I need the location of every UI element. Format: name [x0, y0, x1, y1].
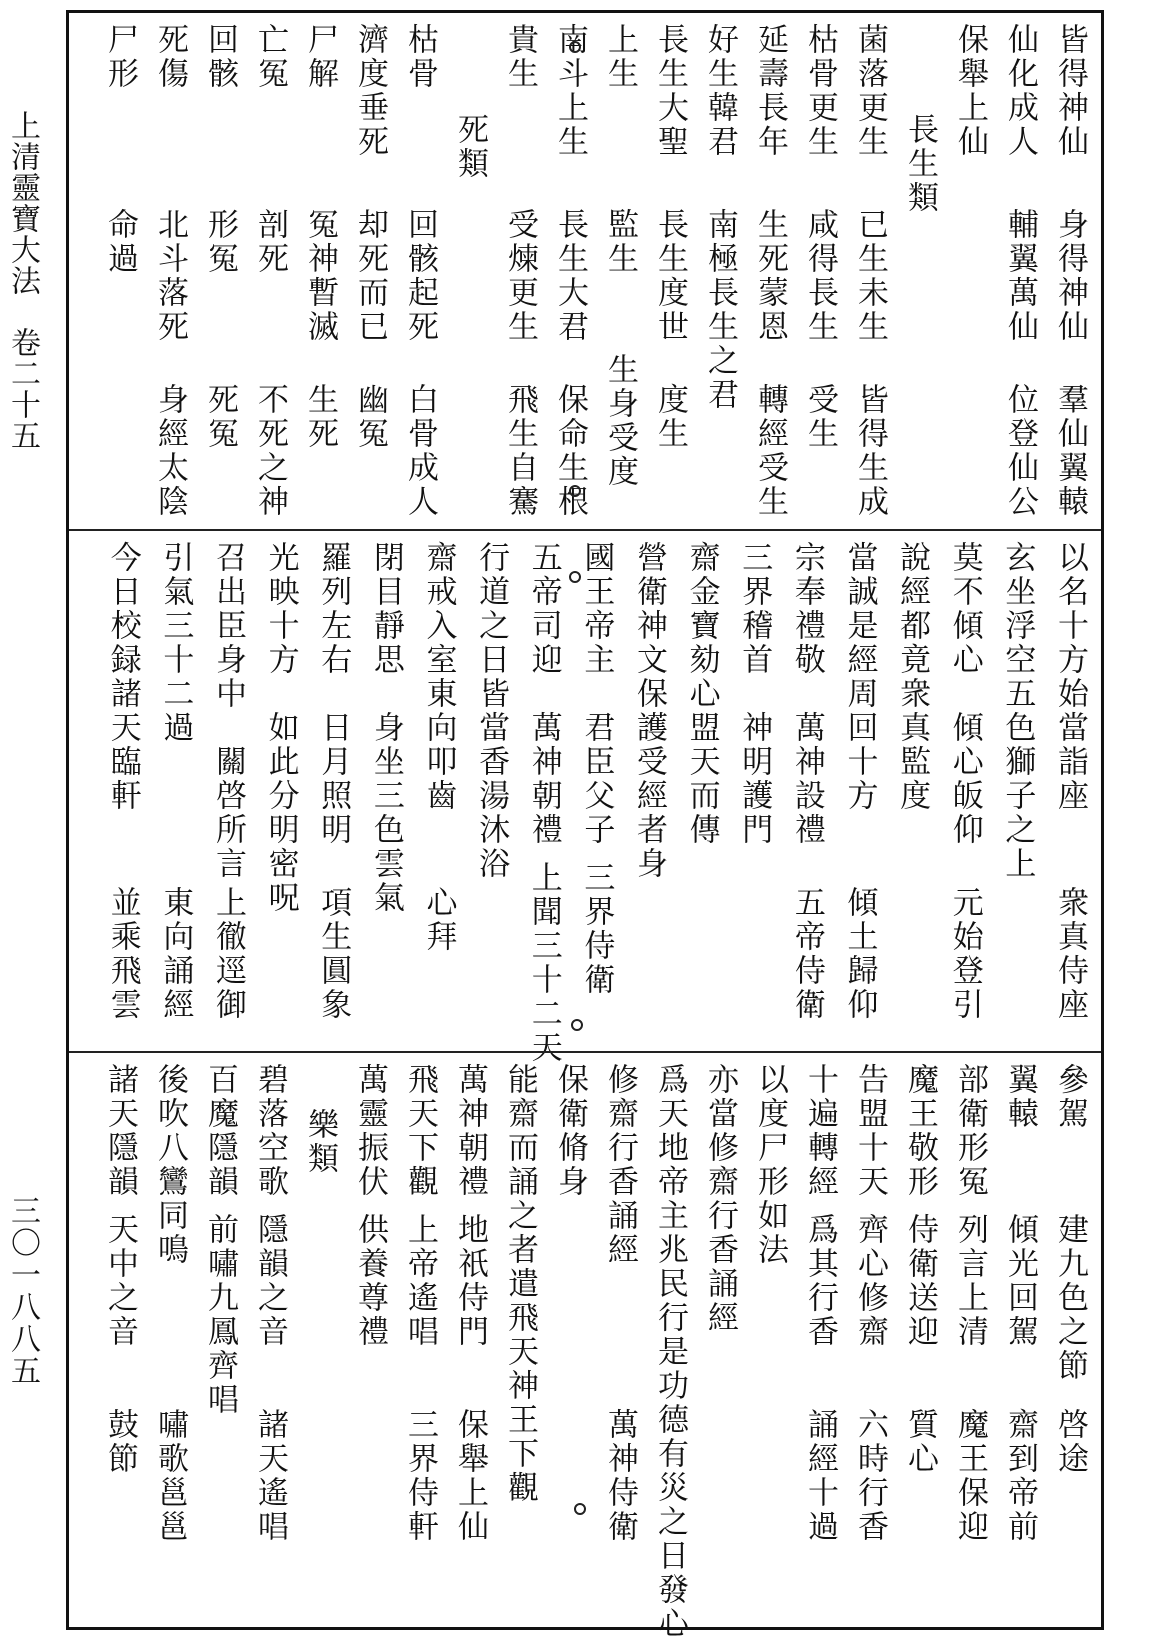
text-column — [485, 23, 538, 519]
text-segment: 已生未生 — [852, 208, 888, 344]
text-segment: 天中之音 — [102, 1213, 138, 1349]
text-segment: 前嘯九鳳齊唱 — [202, 1213, 238, 1417]
text-segment: 受生 — [802, 383, 838, 451]
text-column — [935, 1063, 988, 1617]
text-column — [285, 1063, 338, 1617]
text-segment: 五帝侍衛 — [788, 886, 825, 1022]
text-segment: 建九色之節 — [1052, 1213, 1088, 1383]
text-column — [611, 541, 667, 1041]
text-column — [506, 541, 562, 1065]
text-column — [735, 23, 788, 519]
page-frame — [66, 10, 1104, 1641]
text-column — [235, 23, 288, 519]
margin-book-title: 上清靈寶大法 卷二十五 — [5, 110, 40, 451]
text-column — [885, 23, 938, 519]
text-column — [885, 1063, 938, 1617]
text-segment: 死類 — [452, 113, 488, 181]
text-column — [185, 1063, 238, 1617]
text-segment: 引氣三十二過 — [157, 541, 194, 745]
text-segment: 衆真侍座 — [1052, 886, 1088, 1022]
text-column — [335, 1063, 388, 1617]
text-segment: 六時行香 — [852, 1408, 888, 1544]
circle-mark-icon — [569, 485, 581, 497]
text-column — [135, 1063, 188, 1617]
text-segment: 冤神暫滅 — [302, 208, 338, 344]
text-segment: 尸解 — [302, 23, 338, 91]
text-segment: 傾光回駕 — [1002, 1213, 1038, 1349]
text-segment: 部衛形冤 — [952, 1063, 988, 1199]
text-segment: 生死 — [302, 383, 338, 451]
text-segment: 保衛脩身 — [552, 1063, 588, 1199]
text-segment: 營衛神文保護受經者身 — [631, 541, 667, 881]
text-segment: 齋金寶劾心盟天而傳 — [683, 541, 720, 847]
text-column — [635, 1063, 688, 1641]
text-segment: 誦經十過 — [802, 1408, 838, 1544]
text-segment: 說經都竟衆真監度 — [894, 541, 931, 813]
text-segment: 齋戒入室東向叩齒 — [420, 541, 457, 813]
text-segment: 翼轅 — [1002, 1063, 1038, 1131]
text-column — [485, 1063, 538, 1617]
text-segment: 上帝遙唱 — [402, 1213, 438, 1349]
text-column — [835, 1063, 888, 1617]
text-column — [85, 23, 138, 519]
text-column — [135, 23, 188, 519]
text-column — [435, 1063, 488, 1617]
text-segment: 剖死 — [252, 208, 288, 276]
text-column — [401, 541, 457, 1041]
text-column — [85, 541, 141, 1041]
text-column — [735, 1063, 788, 1617]
text-segment: 十遍轉經 — [802, 1063, 838, 1199]
text-segment: 度生 — [652, 383, 688, 451]
text-segment: 閉目靜思 身坐三色雲氣 — [367, 541, 404, 915]
text-column — [1035, 1063, 1088, 1617]
text-column — [875, 541, 931, 1041]
panel-music — [69, 1051, 1101, 1641]
text-segment: 保舉上仙 — [952, 23, 988, 159]
text-segment: 位登仙公 — [1002, 383, 1038, 519]
text-segment: 以度尸形如法 — [752, 1063, 788, 1267]
text-segment: 保命生根 — [552, 383, 588, 519]
text-segment: 今日校録諸天臨軒 — [104, 541, 141, 813]
text-segment: 以名十方始當詣座 — [1052, 541, 1088, 813]
text-segment: 轉經受生 — [752, 383, 788, 519]
text-segment: 光映十方 如此分明密呪 — [262, 541, 299, 915]
text-segment: 鼓節 — [102, 1408, 138, 1476]
text-segment: 死冤 — [202, 383, 238, 451]
text-column — [785, 1063, 838, 1617]
text-segment: 國王帝主 君臣父子 — [578, 541, 615, 847]
text-segment: 隱韻之音 — [252, 1213, 288, 1349]
text-segment: 飛生自騫 — [502, 383, 538, 519]
text-column — [685, 23, 738, 519]
text-column — [717, 541, 773, 1041]
text-column — [1035, 23, 1088, 519]
text-segment: 白骨成人 — [402, 383, 438, 519]
panel-rites — [69, 529, 1101, 1065]
text-column — [785, 23, 838, 519]
text-segment: 長生類 — [902, 113, 938, 215]
text-segment: 却死而已 — [352, 208, 388, 344]
text-segment: 三界稽首 神明護門 — [736, 541, 773, 847]
text-segment: 萬神朝禮 — [452, 1063, 488, 1199]
text-segment: 南極長生之君 — [702, 208, 738, 412]
text-segment: 當誠是經周回十方 — [841, 541, 878, 813]
text-segment: 能齋而誦之者遣飛天神王下觀 — [502, 1063, 538, 1505]
text-segment: 質心 — [902, 1408, 938, 1476]
text-column — [535, 1063, 588, 1617]
text-segment: 心拜 — [420, 886, 457, 954]
text-column — [348, 541, 404, 1041]
circle-mark-icon — [569, 41, 581, 53]
text-segment: 爲其行香 — [802, 1213, 838, 1349]
text-segment: 枯骨更生 — [802, 23, 838, 159]
text-segment: 命過 — [102, 208, 138, 276]
text-segment: 形冤 — [202, 208, 238, 276]
text-segment: 齊心修齋 — [852, 1213, 888, 1349]
panel-life — [69, 13, 1101, 529]
text-segment: 宗奉禮敬 萬神設禮 — [788, 541, 825, 847]
text-column — [243, 541, 299, 1041]
text-column — [454, 541, 510, 1041]
text-segment: 爲天地帝主兆民行是功德有災之日發心 — [652, 1063, 688, 1641]
text-segment: 回骸 — [202, 23, 238, 91]
text-segment: 尸形 — [102, 23, 138, 91]
text-column — [685, 1063, 738, 1617]
text-segment: 羅列左右 日月照明 — [315, 541, 352, 847]
text-segment: 召出臣身中 關啓所言 — [210, 541, 246, 881]
text-column — [935, 23, 988, 519]
text-segment: 受煉更生 — [502, 208, 538, 344]
circle-mark-icon — [569, 571, 581, 583]
text-segment: 身得神仙 — [1052, 208, 1088, 344]
text-segment: 亡冤 — [252, 23, 288, 91]
text-segment: 地祇侍門 — [452, 1213, 488, 1349]
circle-mark-icon — [571, 1019, 583, 1031]
text-segment: 生身受度 — [602, 353, 638, 489]
text-column — [835, 23, 888, 519]
text-segment: 參駕 — [1052, 1063, 1088, 1131]
text-segment: 貴生 — [502, 23, 538, 91]
text-segment: 仙化成人 — [1002, 23, 1038, 159]
text-segment: 不死之神 — [252, 383, 288, 519]
text-segment: 碧落空歌 — [252, 1063, 288, 1199]
text-column — [559, 541, 615, 1041]
text-segment: 羣仙翼轅 — [1052, 383, 1088, 519]
text-column — [235, 1063, 288, 1617]
text-column — [664, 541, 720, 1041]
text-segment: 玄坐浮空五色獅子之上 — [999, 541, 1036, 881]
text-column — [385, 23, 438, 519]
text-column — [635, 23, 688, 519]
text-column — [85, 1063, 138, 1617]
text-segment: 供養尊禮 — [352, 1213, 388, 1349]
text-column — [285, 23, 338, 519]
text-segment: 枯骨 — [402, 23, 438, 91]
text-segment: 亦當修齋行香誦經 — [702, 1063, 738, 1335]
margin-page-number: 三〇一八八五 — [5, 1195, 40, 1387]
text-segment: 嘯歌邕邕 — [152, 1408, 188, 1544]
text-segment: 監生 — [602, 208, 638, 276]
text-segment: 身經太陰 — [152, 383, 188, 519]
text-column — [385, 1063, 438, 1617]
text-segment: 魔王保迎 — [952, 1408, 988, 1544]
text-segment: 東向誦經 — [157, 886, 194, 1022]
text-column — [985, 23, 1038, 519]
text-segment: 列言上清 — [952, 1213, 988, 1349]
text-segment: 咸得長生 — [802, 208, 838, 344]
text-segment: 啓途 — [1052, 1408, 1088, 1476]
text-column — [1032, 541, 1088, 1041]
text-segment: 北斗落死 — [152, 208, 188, 344]
text-segment: 幽冤 — [352, 383, 388, 451]
text-segment: 並乘飛雲 — [104, 886, 141, 1022]
text-column — [822, 541, 878, 1041]
text-segment: 延壽長年 — [752, 23, 788, 159]
text-segment: 上聞三十二天 — [525, 861, 562, 1065]
text-segment: 三界侍軒 — [402, 1408, 438, 1544]
text-column — [185, 23, 238, 519]
text-segment: 上徹逕御 — [210, 886, 246, 1022]
text-segment: 萬神侍衛 — [602, 1408, 638, 1544]
text-segment: 齋到帝前 — [1002, 1408, 1038, 1544]
text-segment: 皆得生成 — [852, 383, 888, 519]
text-segment: 好生韓君 — [702, 23, 738, 159]
text-segment: 輔翼萬仙 — [1002, 208, 1038, 344]
text-segment: 皆得神仙 — [1052, 23, 1088, 159]
text-segment: 修齋行香誦經 — [602, 1063, 638, 1267]
text-segment: 莫不傾心 傾心皈仰 — [946, 541, 983, 847]
text-column — [585, 1063, 638, 1617]
text-segment: 長生度世 — [652, 208, 688, 344]
text-column — [296, 541, 352, 1041]
text-segment: 萬靈振伏 — [352, 1063, 388, 1199]
text-segment: 樂類 — [302, 1108, 338, 1176]
text-segment: 魔王敬形 — [902, 1063, 938, 1199]
text-segment: 菌落更生 — [852, 23, 888, 159]
text-column — [335, 23, 388, 519]
text-segment: 生死蒙恩 — [752, 208, 788, 344]
circle-mark-icon — [574, 1503, 586, 1515]
text-segment: 濟度垂死 — [352, 23, 388, 159]
text-column — [585, 23, 638, 519]
text-column — [927, 541, 983, 1041]
text-segment: 飛天下觀 — [402, 1063, 438, 1199]
text-segment: 傾土歸仰 — [841, 886, 878, 1022]
text-column — [190, 541, 246, 1041]
text-segment: 回骸起死 — [402, 208, 438, 344]
text-column — [985, 1063, 1038, 1617]
text-segment: 五帝司迎 萬神朝禮 — [525, 541, 562, 847]
text-segment: 元始登引 — [946, 886, 983, 1022]
text-segment: 諸天遙唱 — [252, 1408, 288, 1544]
text-column — [138, 541, 194, 1041]
text-segment: 百魔隱韻 — [202, 1063, 238, 1199]
text-segment: 侍衛送迎 — [902, 1213, 938, 1349]
text-segment: 行道之日皆當香湯沐浴 — [473, 541, 510, 881]
text-column — [535, 23, 588, 519]
text-segment: 死傷 — [152, 23, 188, 91]
text-segment: 長生大君 — [552, 208, 588, 344]
text-segment: 告盟十天 — [852, 1063, 888, 1199]
text-segment: 南斗上生 — [552, 23, 588, 159]
text-segment: 三界侍衛 — [578, 861, 615, 997]
text-segment: 保舉上仙 — [452, 1408, 488, 1544]
text-column — [769, 541, 825, 1041]
text-segment: 上生 — [602, 23, 638, 91]
text-segment: 項生圓象 — [315, 886, 352, 1022]
text-segment: 諸天隱韻 — [102, 1063, 138, 1199]
text-segment: 長生大聖 — [652, 23, 688, 159]
text-column — [435, 23, 488, 519]
text-segment: 後吹八鸞同鳴 — [152, 1063, 188, 1267]
text-column — [980, 541, 1036, 1041]
